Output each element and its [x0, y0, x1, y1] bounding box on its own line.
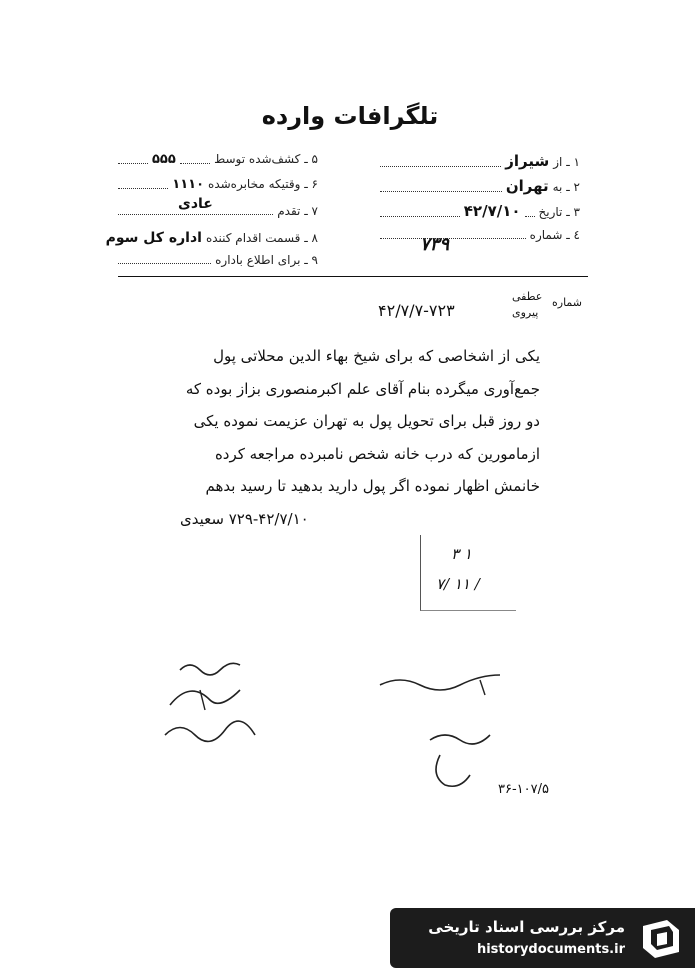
document-reference: ۳۶-۱۰۷/۵ — [498, 782, 549, 797]
field-date-label: ۳ ـ تاریخ — [538, 205, 580, 219]
field-action-dept-value: اداره کل سوم — [105, 230, 202, 246]
field-action-dept — [105, 230, 318, 246]
document-title: تلگرافات وارده — [261, 102, 439, 130]
field-decoded-by — [118, 152, 318, 167]
field-priority — [118, 204, 318, 218]
body-line: ازمامورین که درب خانه شخص نامبرده مراجعه کرده — [214, 444, 540, 463]
body-line: دو روز قبل برای تحویل پول به تهران عزیمت نموده یکی — [193, 412, 540, 430]
field-priority-value: عادی — [178, 196, 213, 212]
field-number-value: ۷۳۹ — [420, 234, 450, 255]
divider-line — [118, 276, 588, 277]
field-priority-label: ۷ ـ تقدم — [277, 204, 318, 218]
field-from — [380, 152, 580, 170]
number-type-atfi: عطفی — [512, 290, 543, 303]
reference-number: ۴۲/۷/۷-۷۲۳ — [378, 301, 455, 320]
body-line: جمع‌آوری میگرده بنام آقای علم اکبرمنصوری بزاز بوده که — [185, 379, 540, 398]
field-number-label: ٤ ـ شماره — [529, 228, 580, 242]
handwritten-note-right — [370, 665, 520, 795]
footer-url: historydocuments.ir — [476, 942, 625, 957]
footer-name: مرکز بررسی اسناد تاریخی — [428, 918, 625, 936]
field-to — [380, 177, 580, 195]
field-from-value: شیراز — [505, 152, 550, 170]
field-action-dept-label: ۸ ـ قسمت اقدام کننده — [205, 231, 318, 245]
field-sent-time-value: ۱۱۱۰ — [172, 177, 205, 192]
field-from-label: ۱ ـ از — [553, 155, 580, 169]
field-number — [380, 228, 580, 242]
field-decoded-by-value: ۵۵۵ — [152, 152, 176, 167]
field-decoded-by-label: ۵ ـ کشف‌شده توسط — [214, 152, 318, 166]
handwritten-stamp: ۳ ۱ ۷/ ۱۱ / — [420, 535, 516, 611]
number-label: شماره — [552, 296, 583, 309]
field-to-label: ۲ ـ به — [552, 180, 580, 194]
field-for-info — [118, 253, 318, 267]
number-type-peyrovi: پیروی — [512, 306, 539, 319]
archive-logo-icon — [637, 916, 685, 960]
body-line: یکی از اشخاصی که برای شیخ بهاء الدین محلاتی پول — [213, 347, 540, 365]
field-to-value: تهران — [505, 177, 549, 195]
field-sent-time-label: ۶ ـ وقتیکه مخابره‌شده — [208, 177, 318, 191]
field-date-value: ۴۲/۷/۱۰ — [463, 202, 521, 220]
body-line: خانمش اظهار نموده اگر پول دارید بدهید تا رسید بدهم — [205, 477, 540, 495]
field-sent-time — [118, 177, 318, 192]
field-for-info-label: ۹ ـ برای اطلاع باداره — [215, 253, 318, 267]
telegram-body — [150, 340, 540, 535]
body-line: ۷۲۹-۴۲/۷/۱۰ سعیدی — [180, 509, 309, 528]
field-date — [380, 202, 580, 220]
footer-watermark — [390, 908, 695, 968]
handwritten-note-left — [140, 650, 280, 770]
